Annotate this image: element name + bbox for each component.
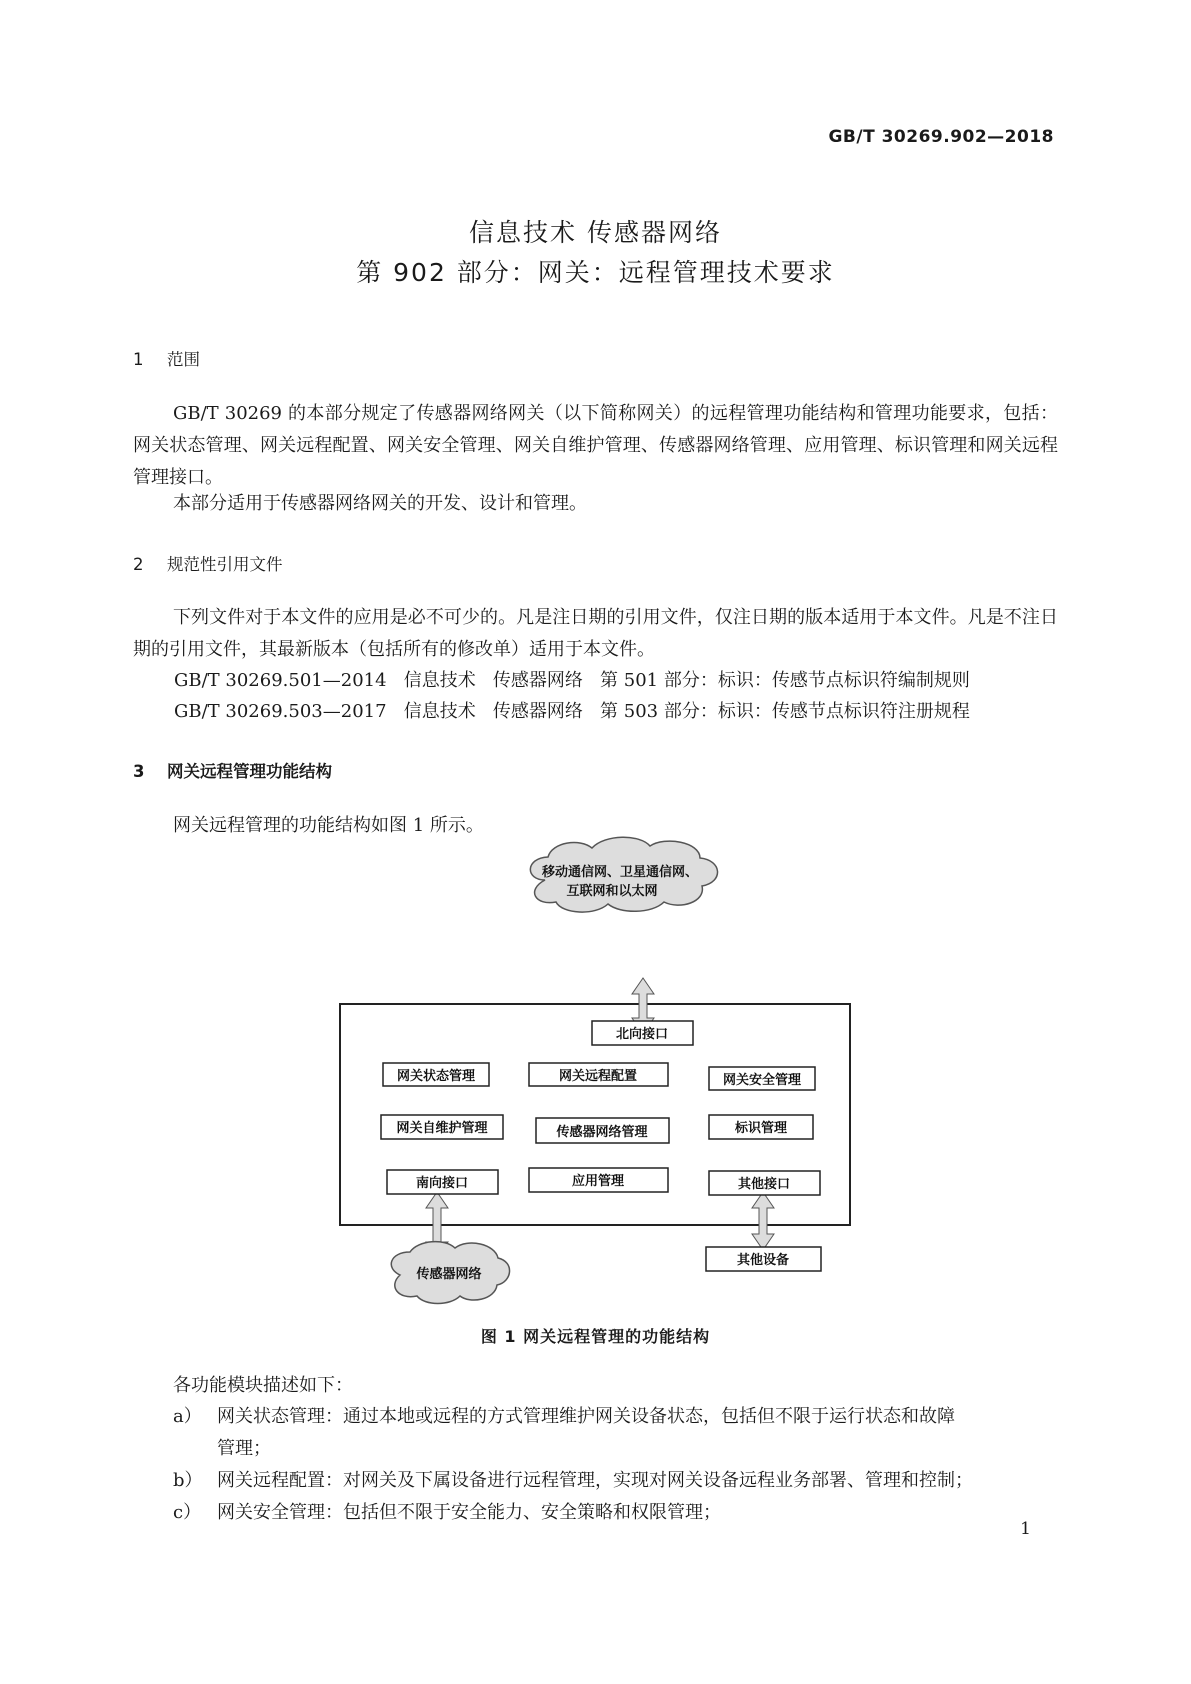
label-south-interface: 南向接口 [415, 1176, 469, 1191]
list-text: 网关远程配置：对网关及下属设备进行远程管理，实现对网关设备远程业务部署、管理和控制； [217, 1470, 973, 1491]
list-item-b [173, 1465, 1058, 1497]
cloud-top-line-1: 移动通信网、卫星通信网、 [541, 865, 699, 880]
section-title: 网关远程管理功能结构 [167, 762, 332, 781]
cloud-top-line-2: 互联网和以太网 [566, 884, 658, 899]
page-number: 1 [1020, 1519, 1031, 1539]
section-3-para-1: 网关远程管理的功能结构如图 1 所示。 [173, 815, 484, 836]
list-marker: c） [173, 1502, 202, 1523]
list-item-a [173, 1401, 1058, 1465]
list-text: 网关状态管理：通过本地或远程的方式管理维护网关设备状态，包括但不限于运行状态和故障 [217, 1406, 955, 1427]
section-3-intro: 各功能模块描述如下： [173, 1375, 353, 1396]
section-number: 1 [133, 350, 144, 369]
label-selfmaint: 网关自维护管理 [396, 1121, 488, 1136]
list-item-c [173, 1497, 1058, 1529]
section-number: 2 [133, 555, 144, 574]
figure-caption: 图 1 网关远程管理的功能结构 [480, 1327, 711, 1346]
list-marker: b） [173, 1470, 203, 1491]
label-other-device: 其他设备 [736, 1253, 790, 1268]
section-title: 规范性引用文件 [167, 555, 283, 574]
label-app: 应用管理 [571, 1174, 625, 1189]
label-config: 网关远程配置 [558, 1069, 638, 1084]
list-text: 网关安全管理：包括但不限于安全能力、安全策略和权限管理； [217, 1502, 721, 1523]
reference-2: GB/T 30269.503—2017 信息技术 传感器网络 第 503 部分：标识：传感节点标识符注册规程 [174, 701, 970, 722]
reference-1: GB/T 30269.501—2014 信息技术 传感器网络 第 501 部分：标识：传感节点标识符编制规则 [174, 670, 970, 691]
cloud-bottom-label: 传感器网络 [416, 1267, 482, 1282]
label-status: 网关状态管理 [396, 1069, 476, 1084]
arrow-other [752, 1192, 774, 1250]
label-ident: 标识管理 [734, 1121, 788, 1136]
list-marker: a） [173, 1406, 202, 1427]
label-security: 网关安全管理 [722, 1073, 802, 1088]
section-1-para-1: GB/T 30269 的本部分规定了传感器网络网关（以下简称网关）的远程管理功能结构和管理功能要求，包括：网关状态管理、网关远程配置、网关安全管理、网关自维护管理、传感器网络管理、应用管理、标识管理和网关远程管理接口。 [133, 403, 1058, 488]
section-number: 3 [133, 762, 145, 781]
label-north-interface: 北向接口 [615, 1027, 669, 1042]
label-other-interface: 其他接口 [737, 1177, 791, 1192]
section-2-para-1: 下列文件对于本文件的应用是必不可少的。凡是注日期的引用文件，仅注日期的版本适用于本文件。凡是不注日期的引用文件，其最新版本（包括所有的修改单）适用于本文件。 [133, 607, 1058, 660]
list-text-continuation: 管理； [217, 1438, 271, 1459]
label-sensornet: 传感器网络管理 [556, 1125, 648, 1140]
section-title: 范围 [167, 350, 200, 369]
section-1-para-2: 本部分适用于传感器网络网关的开发、设计和管理。 [173, 493, 587, 514]
title-line-2: 第 902 部分：网关：远程管理技术要求 [356, 258, 835, 287]
standard-code: GB/T 30269.902—2018 [828, 127, 1054, 147]
title-line-1: 信息技术 传感器网络 [469, 218, 722, 247]
